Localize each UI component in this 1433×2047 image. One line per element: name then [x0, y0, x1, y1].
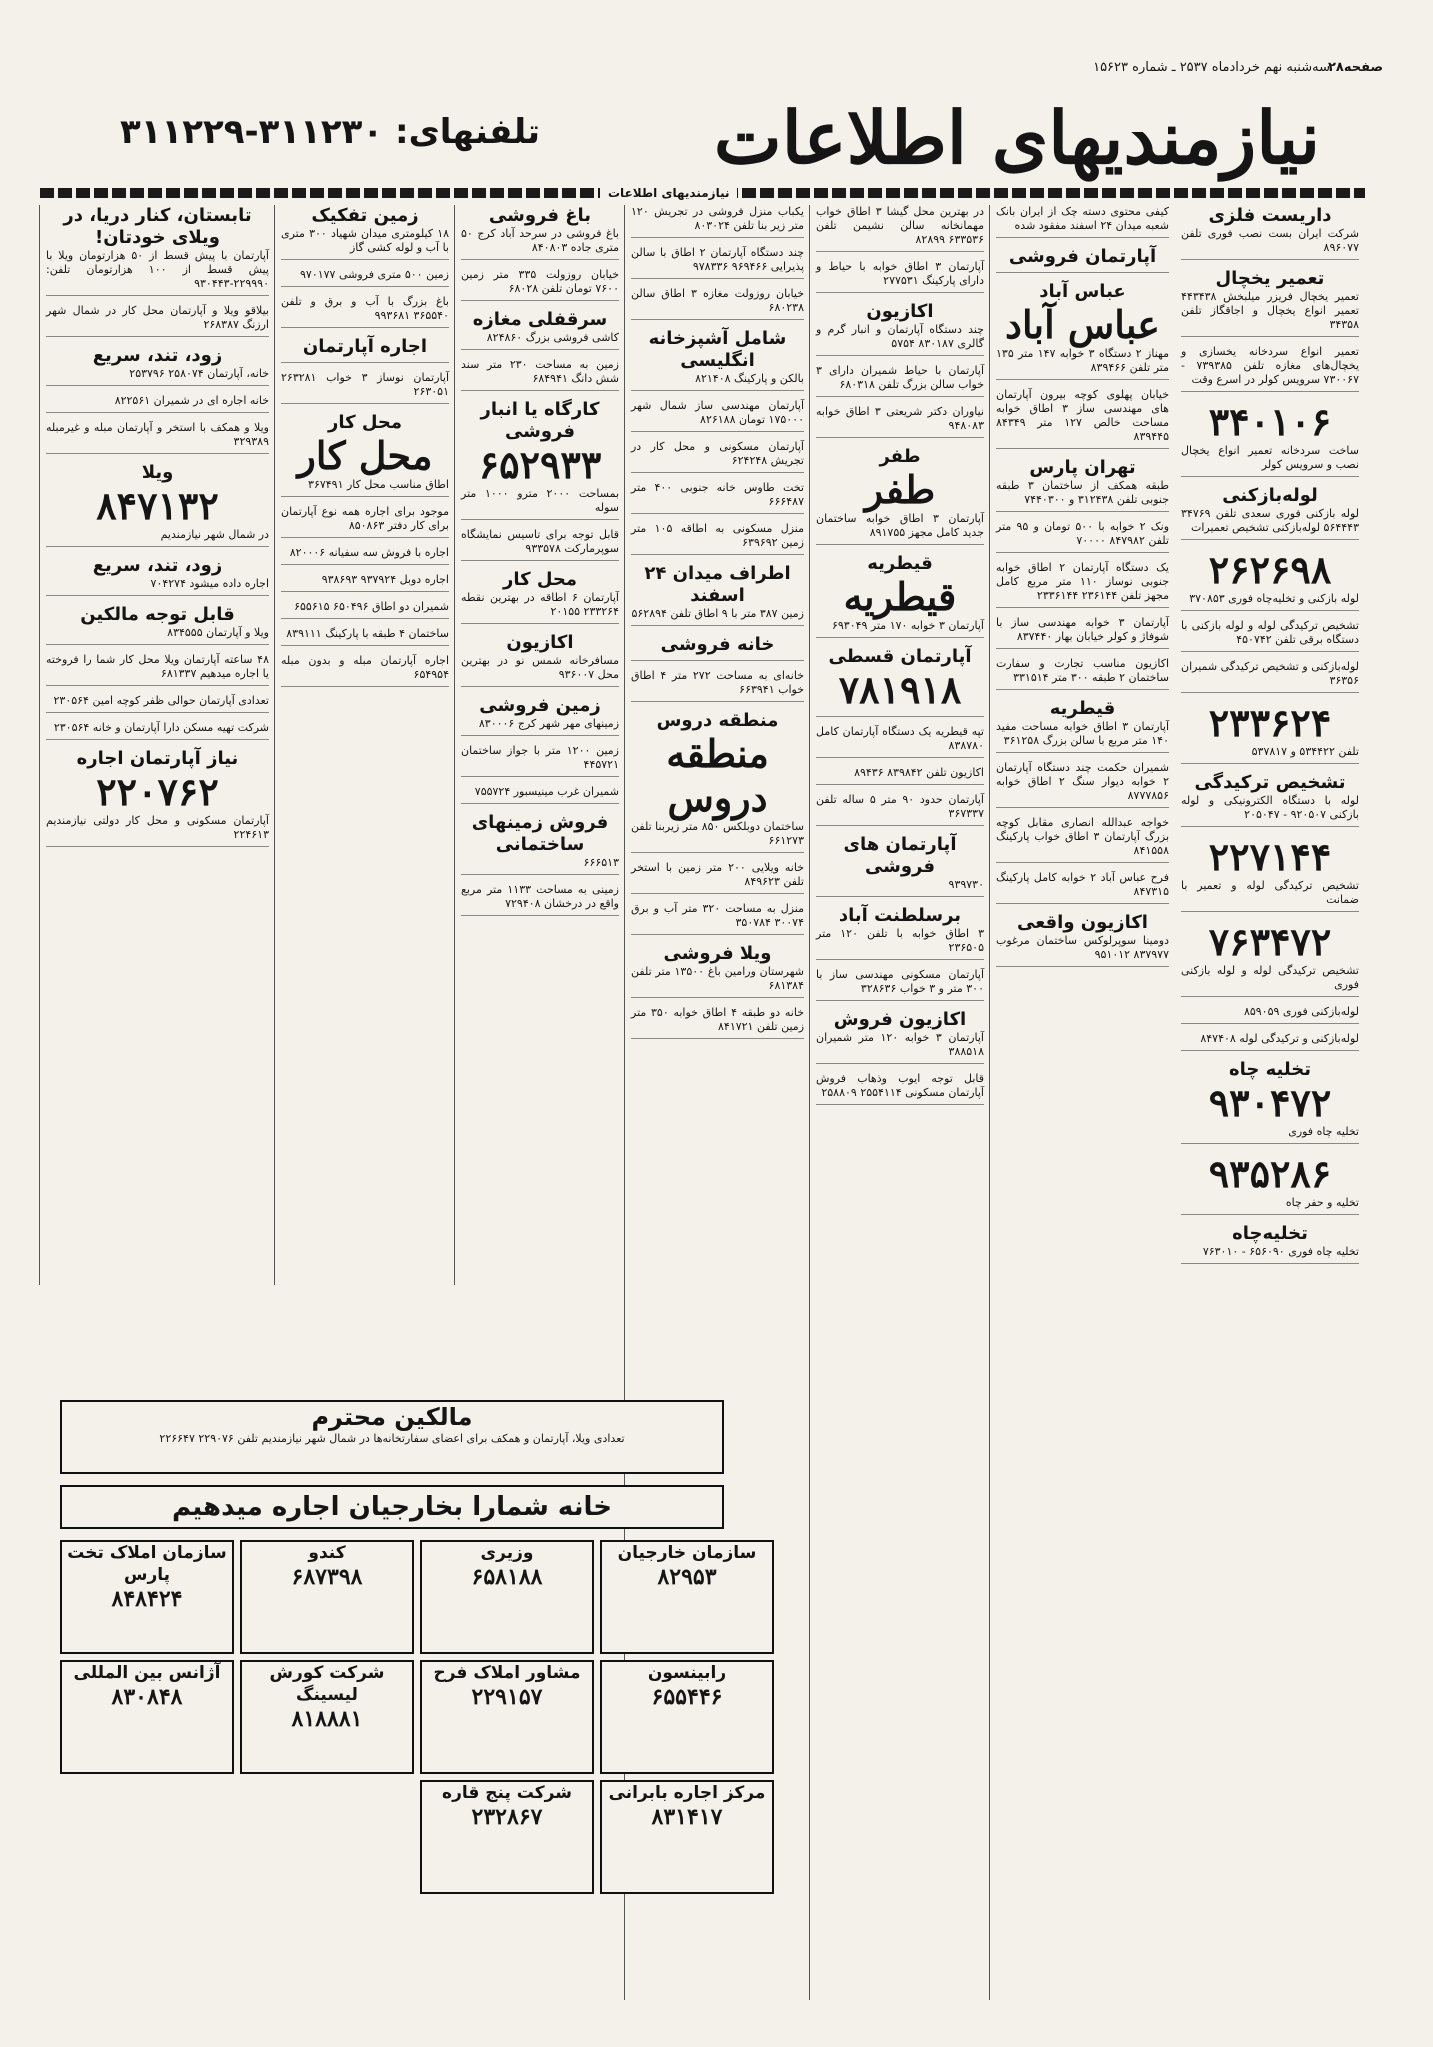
ad-body: زمینی به مساحت ۱۱۳۳ متر مربع واقع در درخشان ۷۲۹۴۰۸	[461, 883, 619, 910]
ad-heading: تابستان، کنار دریا، در ویلای خودتان!	[63, 205, 252, 248]
ad-body: قابل توجه برای تاسیس نمایشگاه سوپرمارکت ۹۳۳۵۷۸	[461, 528, 619, 555]
classified-ad	[816, 1009, 984, 1064]
ad-body: چند دستگاه آپارتمان و انبار گرم و گالری ۸۳۰۱۸۷ ۵۷۵۴	[816, 323, 984, 350]
ad-heading: اکازیون واقعی	[1017, 912, 1148, 933]
ad-body: زمین ۵۰۰ متری فروشی ۹۷۰۱۷۷	[300, 268, 449, 281]
classified-ad	[46, 604, 269, 645]
classified-ad	[46, 462, 269, 547]
classified-ad	[281, 371, 449, 404]
classified-ad	[816, 446, 984, 545]
advertiser-phone: ۲۲۹۱۵۷	[471, 1684, 543, 1710]
advertiser-phone: ۸۳۱۴۱۷	[651, 1804, 723, 1830]
ad-heading: تخلیه چاه	[1229, 1059, 1311, 1080]
owners-heading: مالکین محترم	[311, 1403, 473, 1431]
advertiser-logo	[420, 1780, 594, 1894]
owners-notice	[60, 1400, 724, 1474]
ad-heading: نیاز آپارتمان اجاره	[76, 748, 239, 769]
classified-ad	[816, 725, 984, 758]
ad-body: تعمیر یخچال فریزر میلبخش ۴۴۳۴۳۸ تعمیر انواع یخچال و اجاقگاز تلفن ۳۴۳۵۸	[1181, 290, 1359, 331]
classified-ad	[46, 694, 269, 713]
ad-body: خانه اجاره ای در شمیران ۸۲۲۵۶۱	[114, 394, 269, 407]
ad-body: منزل به مساحت ۳۲۰ متر آب و برق ۳۰۰۷۴ ۳۵۰۷۸۴	[631, 902, 804, 929]
classified-ad	[631, 634, 804, 661]
ad-body: تشخیص ترکیدگی لوله و لوله بازکنی فوری	[1181, 964, 1359, 991]
ad-phone-number: ۳۴۰۱۰۶	[1208, 399, 1332, 444]
ad-body: آپارتمان ۳ اطاق خوابه با حیاط و دارای پارکینگ ۲۷۷۵۳۱	[816, 260, 984, 287]
ad-body: آپارتمان ۳ خوابه مهندسی ساز با شوفاژ و کولر خیابان بهار ۸۳۷۴۴۰	[996, 616, 1169, 643]
ad-heading: تعمیر یخچال	[1215, 268, 1325, 289]
advertiser-name: وزیری	[480, 1543, 534, 1563]
ad-body: دومینا سوپرلوکس ساختمان مرغوب ۸۳۷۹۷۷ ۹۵۱۰۱۲	[996, 934, 1169, 961]
advertiser-phone: ۲۳۲۸۶۷	[471, 1804, 543, 1830]
classified-ad	[46, 653, 269, 686]
classified-ad	[461, 883, 619, 916]
ad-body: شرکت ایران بست نصب فوری تلفن ۸۹۶۰۷۷	[1181, 227, 1359, 254]
ad-body: آپارتمان با حیاط شمیران دارای ۳ خواب سالن بزرگ تلفن ۶۸۰۳۱۸	[816, 364, 984, 391]
advertiser-logo	[420, 1660, 594, 1774]
ad-body: بیلاقو ویلا و آپارتمان محل کار در شمال شهر ارزنگ ۲۶۸۳۸۷	[46, 304, 269, 331]
ad-body: خیابان پهلوی کوچه بیرون آپارتمان های مهندسی ساز ۳ اطاق خوابه مساحت خالص ۱۲۷ متر ۸۴۳۴۹ ۸۳۹۴۴۵	[996, 388, 1169, 443]
classified-ad	[281, 546, 449, 565]
ad-phone-number: عباس آباد	[1005, 302, 1160, 347]
classified-ad	[461, 632, 619, 687]
ad-heading: شامل آشپزخانه انگلیسی	[648, 328, 787, 371]
ad-heading: ویلا	[141, 462, 174, 483]
ad-body: خانه دو طبقه ۴ اطاق خوابه ۳۵۰ متر زمین تلفن ۸۴۱۷۲۱	[631, 1006, 804, 1033]
masthead	[120, 90, 1320, 200]
ad-body: آپارتمان مهندسی ساز شمال شهر ۱۷۵۰۰۰ تومان ۸۲۶۱۸۸	[631, 399, 804, 426]
classified-ad	[631, 522, 804, 555]
advertiser-phone: ۸۲۹۵۳	[657, 1564, 717, 1590]
ad-body: ویلا و آپارتمان ۸۳۴۵۵۵	[167, 626, 269, 639]
classified-ad	[1181, 920, 1359, 997]
ad-body: شمیران غرب مینیسبور ۷۵۵۷۲۴	[474, 785, 619, 798]
ad-heading: منطقه دروس	[656, 710, 779, 731]
ad-body: آپارتمان ۶ اطاقه در بهترین نقطه ۲۳۳۲۶۴ ۲۰۱۵۵	[461, 591, 619, 618]
classified-ad	[46, 304, 269, 337]
classified-ad	[281, 573, 449, 592]
classified-ad	[631, 861, 804, 894]
ad-body: اجاره دوبل ۹۳۷۹۲۴ ۹۳۸۶۹۳	[321, 573, 449, 586]
classified-ad	[631, 943, 804, 998]
ad-body: اجاره با فروش سه سفیانه ۸۲۰۰۰۶	[289, 546, 449, 559]
ad-body: ۹۳۹۷۳۰	[948, 878, 984, 891]
classified-ad	[281, 336, 449, 363]
classified-ad	[1181, 345, 1359, 392]
ad-body: لوله‌بازکنی و ترکیدگی لوله ۸۴۷۴۰۸	[1200, 1032, 1359, 1045]
ad-heading: برسلطنت آباد	[838, 905, 962, 926]
column-3	[809, 205, 990, 2000]
classified-ad	[461, 268, 619, 301]
advertiser-phone: ۸۱۸۸۸۱	[291, 1706, 363, 1732]
advertiser-name: کندو	[308, 1543, 346, 1563]
advertiser-logo	[60, 1660, 234, 1774]
ad-body: کیفی محتوی دسته چک از ایران بانک شعبه میدان ۲۴ اسفند مفقود شده	[996, 205, 1169, 232]
ad-phone-number: ۲۶۲۶۹۸	[1208, 547, 1332, 592]
classified-ad	[816, 205, 984, 252]
ad-body: آپارتمان ۳ اطاق خوابه مساحت مفید ۱۴۰ متر مربع با سالن بزرگ ۳۶۱۲۵۸	[996, 720, 1169, 747]
classified-ad	[996, 561, 1169, 608]
column-7	[39, 205, 275, 1285]
ad-heading: زود، تند، سریع	[92, 555, 223, 576]
ad-heading: آپارتمان های فروشی	[843, 834, 957, 877]
ad-heading: قیطریه	[867, 553, 933, 574]
classified-ad	[1181, 619, 1359, 652]
ad-heading: طفر	[879, 446, 921, 467]
classified-ad	[281, 295, 449, 328]
advertiser-phone: ۶۵۵۴۴۶	[651, 1684, 723, 1710]
classified-ad	[281, 600, 449, 619]
advertiser-logo	[600, 1540, 774, 1654]
classified-ad	[631, 669, 804, 702]
classified-ad	[631, 328, 804, 391]
advertiser-phone: ۸۳۰۸۴۸	[111, 1684, 183, 1710]
ad-body: تخلیه چاه فوری ۶۵۶۰۹۰ - ۷۶۳۰۱۰	[1202, 1245, 1359, 1258]
column-2	[989, 205, 1175, 2000]
ad-heading: باغ فروشی	[488, 205, 592, 226]
ad-body: ۱۸ کیلومتری میدان شهیاد ۳۰۰ متری با آب و لوله کشی گاز	[281, 227, 450, 254]
classified-ad	[996, 698, 1169, 753]
classified-ad	[631, 287, 804, 320]
column-6	[274, 205, 455, 1285]
ad-body: خیابان روزولت ۳۳۵ متر زمین ۷۶۰۰ تومان تلفن ۶۸۰۲۸	[461, 268, 620, 295]
classified-ad	[461, 358, 619, 391]
classified-ad	[996, 912, 1169, 967]
ad-body: آپارتمان مسکونی و محل کار دولتی نیازمندیم ۲۲۴۶۱۳	[46, 814, 269, 841]
ad-body: مسافرخانه شمس نو در بهترین محل ۹۳۶۰۰۷	[461, 654, 619, 681]
classified-ad	[996, 520, 1169, 553]
classified-ad	[46, 555, 269, 596]
ad-body: قابل توجه ایوب وذهاب فروش آپارتمان مسکونی ۲۵۵۴۱۱۴ ۲۵۸۸۰۹	[816, 1072, 984, 1099]
classified-ad	[1181, 660, 1359, 693]
classified-ad	[281, 627, 449, 646]
ad-body: تخت طاوس خانه جنوبی ۴۰۰ متر ۶۶۶۴۸۷	[631, 481, 804, 508]
ad-body: لوله با دستگاه الکترونیکی و لوله بازکنی ۹۲۰۵۰۷ - ۲۰۵۰۴۷	[1181, 794, 1359, 821]
ad-heading: خانه فروشی	[660, 634, 775, 655]
ad-body: ساخت سردخانه تعمیر انواع یخچال نصب و سرویس کولر	[1181, 444, 1359, 471]
advertiser-phone: ۸۴۸۴۲۴	[111, 1586, 183, 1612]
ad-body: لوله بازکنی فوری سعدی تلفن ۳۴۷۶۹ ۵۶۴۴۴۳ لوله‌بازکنی تشخیص تعمیرات	[1181, 507, 1359, 534]
ad-heading: کارگاه یا انبار فروشی	[480, 399, 600, 442]
classified-ad	[996, 457, 1169, 512]
classified-ad	[816, 905, 984, 960]
ad-body: در بهترین محل گیشا ۳ اطاق خواب مهمانخانه سالن نشیمن تلفن ۶۳۳۵۳۶ ۸۲۸۹۹	[816, 205, 984, 246]
advertiser-logo	[420, 1540, 594, 1654]
classified-ad	[996, 761, 1169, 808]
ad-body: آپارتمان ۳ خوابه ۱۲۰ متر شمیران ۳۸۸۵۱۸	[816, 1031, 984, 1058]
ad-body: خانه ویلایی ۲۰۰ متر زمین با استخر تلفن ۸۴۹۶۲۳	[631, 861, 804, 888]
ad-body: موجود برای اجاره همه نوع آپارتمان برای کار دفتر ۸۵۰۸۶۳	[281, 505, 449, 532]
ad-heading: تخلیه‌چاه	[1232, 1223, 1308, 1244]
classified-ad	[631, 902, 804, 935]
ad-heading: محل کار	[502, 569, 578, 590]
classified-ad	[1181, 400, 1359, 477]
ad-heading: اکازیون	[866, 301, 934, 322]
classified-ad	[1181, 701, 1359, 764]
classified-ad	[1181, 1005, 1359, 1024]
classified-ad	[1181, 485, 1359, 540]
ad-body: آپارتمان ۳ خوابه ۱۷۰ متر ۶۹۳۰۴۹	[831, 619, 984, 632]
ad-body: ساختمان ۴ طبقه با پارکینگ ۸۳۹۱۱۱	[286, 627, 449, 640]
ad-heading: آپارتمان فروشی	[1008, 246, 1157, 267]
classified-ad	[996, 657, 1169, 690]
newspaper-title: نیازمندیهای اطلاعات	[713, 95, 1320, 180]
ad-heading: آپارتمان قسطی	[828, 646, 972, 667]
classified-ad	[1181, 835, 1359, 912]
ad-phone-number: ۸۴۷۱۳۲	[96, 483, 219, 528]
classified-ad	[46, 345, 269, 386]
classified-ad	[631, 440, 804, 473]
classified-ad	[816, 968, 984, 1001]
column-1	[1175, 205, 1365, 2000]
advertiser-phone: ۶۵۸۱۸۸	[471, 1564, 543, 1590]
ad-heading: اکازیون فروش	[833, 1009, 967, 1030]
advertiser-logo	[60, 1540, 234, 1654]
ad-body: لوله‌بازکنی و تشخیص ترکیدگی شمیران ۳۶۳۵۶	[1181, 660, 1359, 687]
ad-heading: لوله‌بازکنی	[1222, 485, 1318, 506]
ad-body: آپارتمان مسکونی مهندسی ساز با ۳۰۰ متر و ۳ خواب ۳۲۸۶۳۶	[816, 968, 984, 995]
classified-ad	[281, 412, 449, 497]
classified-ad	[816, 834, 984, 897]
owners-body: تعدادی ویلا، آپارتمان و همکف برای اعضای سفارتخانه‌ها در شمال شهر نیازمندیم تلفن ۲۲۹۰۷۶ ۲۲۶۶۴۷	[159, 1432, 625, 1445]
classified-ad	[281, 268, 449, 287]
advertiser-name: سازمان خارجیان	[617, 1543, 757, 1563]
ad-body: طبقه همکف از ساختمان ۳ طبقه جنوبی تلفن ۳۱۲۴۳۸ و ۷۴۴۰۳۰۰	[996, 479, 1169, 506]
classified-ad	[46, 205, 269, 296]
classified-ad	[631, 246, 804, 279]
ad-body: تعمیر انواع سردخانه یخسازی و یخچال‌های مغازه تلفن ۷۳۹۳۸۵ - ۷۳۰۰۶۷ سرویس کولر در اسرع وقت	[1181, 345, 1360, 386]
ad-phone-number: ۹۳۰۴۷۲	[1208, 1080, 1332, 1125]
classified-ad	[46, 721, 269, 740]
ad-body: چند دستگاه آپارتمان ۲ اطاق با سالن پذیرایی ۹۶۹۴۶۶ ۹۷۸۳۳۶	[631, 246, 804, 273]
classified-ad	[816, 364, 984, 397]
classified-ad	[461, 309, 619, 350]
ad-body: اطاق مناسب محل کار ۳۶۷۴۹۱	[308, 478, 449, 491]
ad-phone-number: محل کار	[297, 433, 433, 478]
ad-body: تپه قیطریه یک دستگاه آپارتمان کامل ۸۳۸۷۸۰	[816, 725, 984, 752]
ad-body: شهرستان ورامین باغ ۱۳۵۰۰ متر تلفن ۶۸۱۳۸۴	[631, 965, 804, 992]
ad-body: لوله بازکنی و تخلیه‌چاه فوری ۳۷۰۸۵۳	[1189, 592, 1359, 605]
ad-body: فرح عباس آباد ۲ خوابه کامل پارکینگ ۸۴۷۳۱۵	[996, 871, 1169, 898]
classified-ad	[996, 281, 1169, 380]
ad-heading: محل کار	[327, 412, 403, 433]
classified-ad	[461, 744, 619, 777]
advertiser-name: مشاور املاک فرح	[433, 1663, 581, 1683]
ad-body: بمساحت ۲۰۰۰ مترو ۱۰۰۰ متر سوله	[461, 487, 620, 514]
ad-body: ۴۸ ساعته آپارتمان ویلا محل کار شما را فروخته یا اجاره میدهیم ۶۸۱۳۳۷	[46, 653, 269, 680]
classified-ad	[46, 421, 269, 454]
ad-body: ونک ۲ خوابه با ۵۰۰ تومان و ۹۵ متر تلفن ۸۴۷۹۸۲ ۷۰۰۰۰	[996, 520, 1170, 547]
ad-body: آپارتمان ۳ اطاق خوابه ساختمان جدید کامل مجهز ۸۹۱۷۵۵	[816, 512, 984, 539]
classified-ad	[996, 205, 1169, 238]
classified-ad	[1181, 1152, 1359, 1215]
page-number: صفحه۲۸	[1327, 60, 1383, 75]
ad-body: زمین به مساحت ۲۳۰ متر سند شش دانگ ۶۸۴۹۴۱	[461, 358, 619, 385]
ad-phone-number: ۷۸۱۹۱۸	[838, 667, 962, 712]
ad-body: تلفن ۵۳۴۴۲۲ و ۵۳۷۸۱۷	[1251, 745, 1359, 758]
classified-ad	[1181, 548, 1359, 611]
ad-phone-number: قیطریه	[843, 574, 957, 619]
ad-body: اکازیون تلفن ۸۳۹۸۴۲ ۸۹۴۳۶	[854, 766, 984, 779]
ad-body: مهناز ۲ دستگاه ۳ خوابه ۱۴۷ متر ۱۳۵ متر تلفن ۸۳۹۴۶۶	[996, 347, 1169, 374]
ad-phone-number: منطقه دروس	[666, 731, 769, 820]
advertiser-logo	[240, 1660, 414, 1774]
classified-ad	[461, 695, 619, 736]
ad-heading: اجاره آپارتمان	[302, 336, 428, 357]
ad-body: تخلیه چاه فوری	[1288, 1125, 1359, 1138]
ad-body: بالکن و پارکینگ ۸۲۱۴۰۸	[695, 372, 804, 385]
ad-heading: داریست فلزی	[1208, 205, 1332, 226]
ad-body: باغ بزرگ با آب و برق و تلفن ۳۶۵۵۴۰ ۹۹۳۶۸۱	[281, 295, 449, 322]
ad-body: ویلا و همکف با استخر و آپارتمان مبله و غیرمبله ۳۲۹۳۸۹	[46, 421, 269, 448]
ad-body: زمین ۱۲۰۰ متر با جواز ساختمان ۴۴۵۷۲۱	[461, 744, 619, 771]
ad-body: تشخیص ترکیدگی لوله و تعمیر با ضمانت	[1181, 879, 1359, 906]
ad-body: ۳ اطاق خوابه با تلفن ۱۲۰ متر ۲۳۶۵۰۵	[816, 927, 984, 954]
rule-label: نیازمندیهای اطلاعات	[600, 186, 737, 200]
ad-body: اکازیون مناسب تجارت و سفارت ساختمان ۲ طبقه ۳۰۰ متر ۳۳۱۵۱۴	[996, 657, 1169, 684]
ad-phone-number: ۷۶۳۴۷۲	[1208, 919, 1332, 964]
classified-ad	[631, 563, 804, 626]
advertiser-name: آژانس بین المللی	[73, 1663, 221, 1683]
foreigners-banner: خانه شمارا بخارجیان اجاره میدهیم	[60, 1485, 724, 1529]
ad-body: اجاره داده میشود ۷۰۴۲۷۴	[150, 577, 269, 590]
ad-heading: زمین تفکیک	[311, 205, 419, 226]
ad-body: یک دستگاه آپارتمان ۲ اطاق خوابه جنوبی نوساز ۱۱۰ متر مربع کامل مجهز تلفن ۲۳۶۱۴۴ ۲۳۳۶۱۴۴	[996, 561, 1169, 602]
advertiser-phone: ۶۸۷۳۹۸	[291, 1564, 363, 1590]
classified-ad	[816, 793, 984, 826]
ad-body: ۶۶۶۵۱۳	[583, 856, 619, 869]
ad-body: تخلیه و حفر چاه	[1285, 1196, 1359, 1209]
ad-heading: تهران پارس	[1029, 457, 1136, 478]
column-5	[454, 205, 625, 1285]
classified-ad	[631, 205, 804, 238]
classified-ad	[1181, 205, 1359, 260]
ad-phone-number: ۹۳۵۲۸۶	[1208, 1151, 1332, 1196]
classified-ad	[461, 399, 619, 520]
classified-ad	[816, 646, 984, 717]
classified-ad	[1181, 1059, 1359, 1144]
ad-body: کاشی فروشی بزرگ ۸۲۴۸۶۰	[486, 331, 619, 344]
advertiser-name: مرکز اجاره بابرانی	[608, 1783, 766, 1803]
classified-ad	[816, 766, 984, 785]
classified-ad	[461, 569, 619, 624]
masthead-phones: تلفنهای: ۳۱۱۲۳۰-۳۱۱۲۲۹	[120, 112, 540, 152]
classified-ad	[281, 654, 449, 687]
advertiser-name: سازمان املاک تخت پارس	[67, 1543, 227, 1585]
classified-ad	[996, 388, 1169, 449]
ad-heading: تشخیص ترکیدگی	[1194, 772, 1346, 793]
classified-ad	[281, 205, 449, 260]
ad-body: آپارتمان با پیش قسط از ۵۰ هزارتومان ویلا با پیش قسط از ۱۰۰ هزارتومان تلفن: ۲۲۹۹۹۰-۹۳۰۴۴۳	[46, 249, 269, 290]
ad-heading: سرقفلی مغازه	[472, 309, 608, 330]
classified-ad	[461, 205, 619, 260]
folio-line: سه‌شنبه نهم خردادماه ۲۵۳۷ ـ شماره ۱۵۶۲۳	[1093, 60, 1330, 75]
ad-heading: زمین فروشی	[479, 695, 601, 716]
ad-heading: قیطریه	[1049, 698, 1116, 719]
ad-body: خانه‌ای به مساحت ۲۷۲ متر ۴ اطاق خواب ۶۶۳۹۴۱	[631, 669, 804, 696]
ad-body: زمینهای مهر شهر کرج ۸۳۰۰۰۶	[478, 717, 619, 730]
classified-ad	[996, 871, 1169, 904]
classified-ad	[461, 528, 619, 561]
ad-body: آپارتمان حدود ۹۰ متر ۵ ساله تلفن ۳۶۷۳۳۷	[816, 793, 984, 820]
classified-ad	[631, 1006, 804, 1039]
ad-body: یکباب منزل فروشی در تجریش ۱۲۰ متر زیر بنا تلفن ۸۰۳۰۲۴	[631, 205, 804, 232]
ad-body: شرکت تهیه مسکن دارا آپارتمان و خانه ۲۳۰۵۶۴	[53, 721, 269, 734]
ad-body: در شمال شهر نیازمندیم	[160, 528, 269, 541]
classified-ad	[816, 301, 984, 356]
ad-body: شمیران دو اطاق ۶۵۰۴۹۶ ۶۵۵۶۱۵	[294, 600, 449, 613]
ad-phone-number: ۲۲۰۷۶۲	[96, 769, 219, 814]
advertiser-logo	[600, 1660, 774, 1774]
ad-heading: زود، تند، سریع	[92, 345, 223, 366]
classified-ad	[1181, 1032, 1359, 1051]
ad-heading: ویلا فروشی	[663, 943, 772, 964]
classified-ad	[816, 1072, 984, 1105]
ad-body: نیاوران دکتر شریعتی ۳ اطاق خوابه ۹۴۸۰۸۳	[816, 405, 984, 432]
classified-ad	[281, 505, 449, 538]
ad-body: خواجه عبدالله انصاری مقابل کوچه بزرگ آپارتمان ۳ اطاق خواب پارکینگ ۸۴۱۵۵۸	[996, 816, 1170, 857]
ad-body: اجاره آپارتمان مبله و بدون مبله ۶۵۴۹۵۴	[281, 654, 449, 681]
classified-ad	[461, 785, 619, 804]
classified-ad	[1181, 1223, 1359, 1264]
classified-ad	[46, 748, 269, 847]
ad-heading: فروش زمینهای ساختمانی	[471, 812, 609, 855]
advertiser-name: شرکت پنج قاره	[442, 1783, 572, 1803]
ad-body: لوله‌بازکنی فوری ۸۵۹۰۵۹	[1243, 1005, 1359, 1018]
classified-ad	[461, 812, 619, 875]
ad-phone-number: ۲۳۳۶۲۴	[1208, 700, 1332, 745]
ad-body: آپارتمان نوساز ۳ خواب ۲۶۳۲۸۱ ۲۶۳۰۵۱	[281, 371, 450, 398]
classified-ad	[816, 260, 984, 293]
classified-ad	[1181, 772, 1359, 827]
classified-ad	[816, 405, 984, 438]
ad-body: زمین ۳۸۷ متر با ۹ اطاق تلفن ۵۶۲۸۹۴	[631, 607, 804, 620]
bottom-ad-block	[40, 1290, 780, 1995]
ad-heading: عباس آباد	[1039, 281, 1126, 302]
classified-ad	[631, 710, 804, 853]
classified-ad	[46, 394, 269, 413]
ad-body: خانه، آپارتمان ۲۵۸۰۷۴ ۲۵۳۷۹۶	[129, 367, 269, 380]
ad-body: ساختمان دوبلکس ۸۵۰ متر زیربنا تلفن ۶۶۱۲۷۳	[631, 820, 804, 847]
ad-body: تشخیص ترکیدگی لوله و لوله بازکنی با دستگاه برقی تلفن ۴۵۰۷۴۲	[1181, 619, 1359, 646]
classified-ad	[631, 399, 804, 432]
classified-ad	[996, 816, 1169, 863]
ad-phone-number: طفر	[864, 467, 936, 512]
classified-ad	[996, 616, 1169, 649]
advertiser-name: رابینسون	[647, 1663, 727, 1683]
classified-ad	[631, 481, 804, 514]
ad-body: خیابان روزولت مغازه ۳ اطاق سالن ۶۸۰۲۳۸	[631, 287, 804, 314]
ad-phone-number: ۲۲۷۱۴۴	[1208, 834, 1332, 879]
ad-body: شمیران حکمت چند دستگاه آپارتمان ۲ خوابه دیوار سنگ ۲ اطاق خوابه ۸۷۷۷۸۵۶	[996, 761, 1169, 802]
ad-heading: اکازیون	[506, 632, 574, 653]
ad-body: تعدادی آپارتمان حوالی ظفر کوچه امین ۲۳۰۵۶۴	[53, 694, 269, 707]
advertiser-logo	[600, 1780, 774, 1894]
ad-heading: اطراف میدان ۲۴ اسفند	[644, 563, 791, 606]
advertiser-logo	[240, 1540, 414, 1654]
ad-body: آپارتمان مسکونی و محل کار در تجریش ۶۲۴۲۴۸	[631, 440, 804, 467]
classified-ad	[816, 553, 984, 638]
classified-ad	[996, 246, 1169, 273]
classified-ad	[1181, 268, 1359, 337]
ad-phone-number: ۶۵۲۹۳۳	[478, 442, 602, 487]
ad-body: منزل مسکونی به اطاقه ۱۰۵ متر زمین ۶۳۹۶۹۲	[631, 522, 805, 549]
advertiser-name: شرکت کورش لیسینگ	[269, 1663, 385, 1705]
ad-body: باغ فروشی در سرحد آباد کرج ۵۰ متری جاده ۸۴۰۸۰۳	[461, 227, 619, 254]
ad-heading: قابل توجه مالکین	[80, 604, 235, 625]
